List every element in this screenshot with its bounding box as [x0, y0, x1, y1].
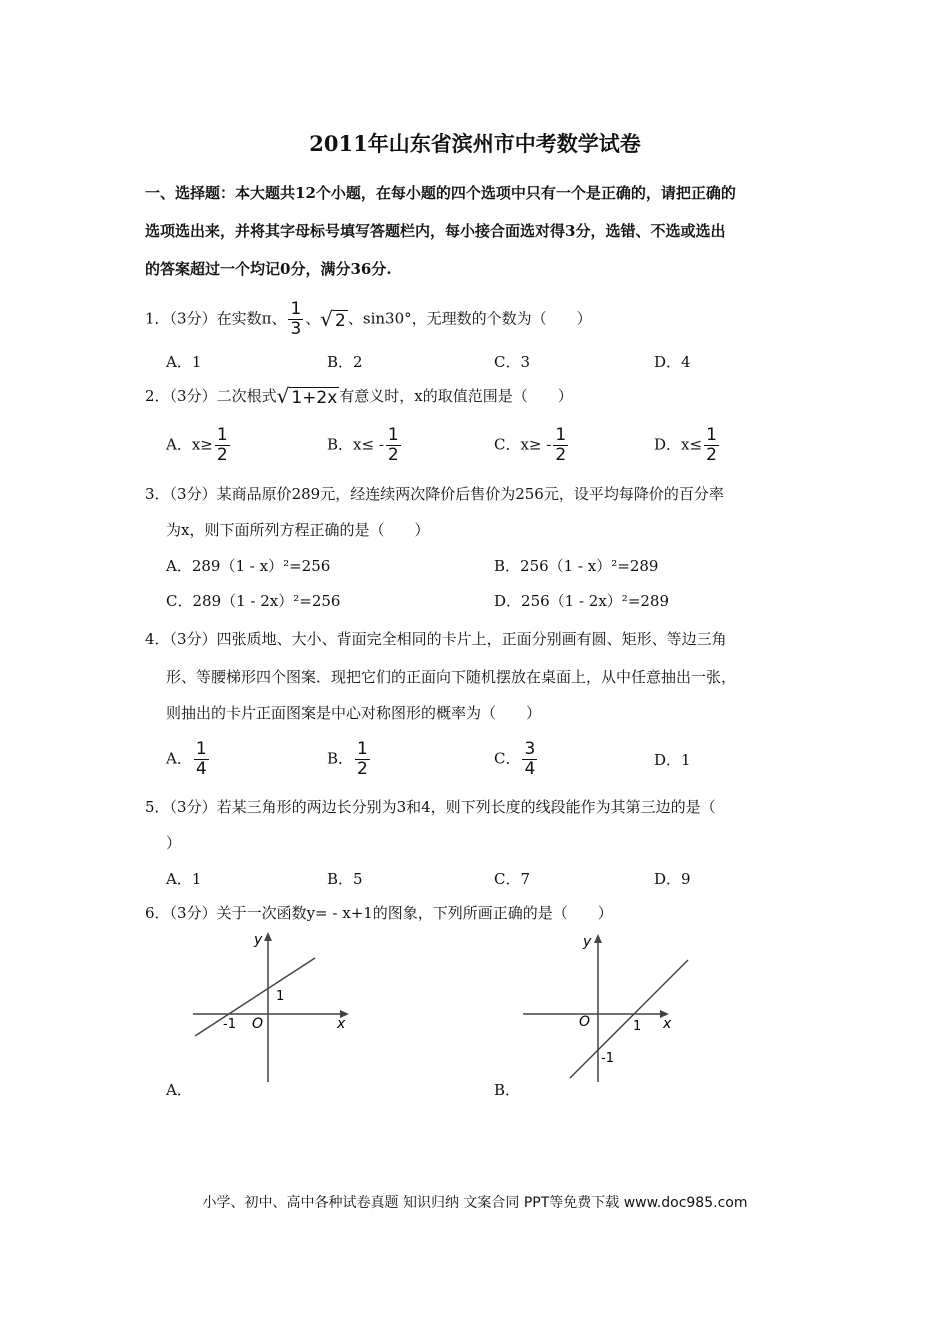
question-1 — [145, 300, 592, 339]
q2-option-c — [494, 426, 570, 465]
fraction — [386, 426, 401, 465]
radicand: 1+2x — [291, 388, 338, 408]
option-label: B． — [327, 749, 354, 768]
section-instruction-line-3: 的答案超过一个均记0分，满分36分. — [145, 260, 392, 278]
option-label: D．x≤ — [654, 435, 703, 454]
numerator: 3 — [524, 739, 536, 759]
q3-option-d: D．256（1 - 2x）²=289 — [494, 592, 670, 610]
fraction — [553, 426, 568, 465]
graph-a-root-label: -1 — [223, 1017, 236, 1032]
denominator: 2 — [555, 445, 567, 465]
fraction — [522, 740, 537, 779]
graph-a-intercept-label: 1 — [276, 989, 285, 1004]
question-2 — [145, 386, 573, 408]
graph-a-y-label: y — [254, 932, 263, 948]
fraction — [194, 740, 209, 779]
numerator: 1 — [555, 425, 567, 445]
q6-option-a: A． — [166, 1081, 192, 1099]
graph-b — [515, 928, 690, 1088]
numerator: 1 — [357, 739, 368, 759]
q1-option-d: D．4 — [654, 353, 691, 371]
graph-b-intercept-label: -1 — [601, 1051, 614, 1066]
numerator: 1 — [290, 299, 302, 319]
numerator: 1 — [216, 425, 228, 445]
graph-a-x-label: x — [337, 1016, 346, 1032]
fraction — [288, 300, 303, 339]
question-3-line-1: 3．（3分）某商品原价289元，经连续两次降价后售价为256元，设平均每降价的百分率 — [145, 485, 724, 503]
fraction — [215, 426, 230, 465]
q2-option-b — [327, 426, 403, 465]
option-label: C．x≥ - — [494, 435, 552, 454]
option-label: A． — [166, 749, 192, 768]
option-label: A．x≥ — [166, 435, 213, 454]
graph-b-origin-label: O — [579, 1014, 591, 1030]
q5-option-b: B．5 — [327, 870, 363, 888]
question-4-line-3: 则抽出的卡片正面图案是中心对称图形的概率为（ ） — [166, 704, 542, 722]
q5-option-c: C．7 — [494, 870, 531, 888]
numerator: 1 — [706, 425, 717, 445]
question-2-suffix: 有意义时，x的取值范围是（ ） — [339, 387, 573, 405]
q1-option-c: C．3 — [494, 353, 531, 371]
denominator: 2 — [706, 445, 717, 465]
denominator: 3 — [290, 319, 302, 339]
question-4-line-1: 4．（3分）四张质地、大小、背面完全相同的卡片上，正面分别画有圆、矩形、等边三角 — [145, 630, 727, 648]
section-instruction-line-1: 一、选择题：本大题共12个小题，在每小题的四个选项中只有一个是正确的，请把正确的 — [145, 184, 736, 202]
graph-b-y-label: y — [583, 934, 592, 950]
q3-option-b: B．256（1 - x）²=289 — [494, 557, 659, 575]
q1-option-b: B．2 — [327, 353, 363, 371]
graph-a-origin-label: O — [252, 1016, 264, 1032]
sqrt-expression: √ 2 — [320, 306, 346, 331]
option-label: C． — [494, 749, 521, 768]
q4-option-a — [166, 740, 211, 779]
q5-option-a: A．1 — [166, 870, 202, 888]
denominator: 4 — [524, 759, 536, 779]
question-3-line-2: 为x，则下面所列方程正确的是（ ） — [166, 521, 430, 539]
q4-option-b — [327, 740, 372, 779]
q2-option-d — [654, 426, 721, 465]
question-1-prefix: 1．（3分）在实数π、 — [145, 309, 287, 328]
page-footer: 小学、初中、高中各种试卷真题 知识归纳 文案合同 PPT等免费下载 www.doc985.com — [202, 1195, 748, 1211]
denominator: 2 — [216, 445, 228, 465]
fraction — [704, 426, 719, 465]
q1-option-a: A．1 — [166, 353, 202, 371]
question-6: 6．（3分）关于一次函数y= - x+1的图象，下列所画正确的是（ ） — [145, 904, 613, 922]
q6-option-b: B． — [494, 1081, 521, 1099]
question-4-line-2: 形、等腰梯形四个图案．现把它们的正面向下随机摆放在桌面上，从中任意抽出一张， — [166, 668, 737, 686]
section-instruction-line-2: 选项选出来，并将其字母标号填写答题栏内，每小接合面选对得3分，选错、不选或选出 — [145, 222, 726, 240]
numerator: 1 — [387, 425, 399, 445]
q3-option-a: A．289（1 - x）²=256 — [166, 557, 331, 575]
numerator: 1 — [195, 739, 207, 759]
denominator: 2 — [387, 445, 399, 465]
graph-b-root-label: 1 — [633, 1019, 642, 1034]
q5-option-d: D．9 — [654, 870, 691, 888]
sqrt-expression: √ 1+2x — [276, 384, 338, 408]
q4-option-c — [494, 740, 539, 779]
option-label: B．x≤ - — [327, 435, 384, 454]
q3-option-c: C．289（1 - 2x）²=256 — [166, 592, 341, 610]
graph-a-y-arrow — [264, 932, 272, 941]
q2-option-a — [166, 426, 232, 465]
denominator: 4 — [195, 759, 207, 779]
separator: 、 — [305, 309, 321, 328]
denominator: 2 — [357, 759, 368, 779]
graph-a — [185, 928, 360, 1088]
question-5-line-2: ） — [166, 834, 182, 852]
graph-b-x-label: x — [663, 1016, 672, 1032]
radicand: 2 — [335, 310, 346, 331]
page-title: 2011年山东省滨州市中考数学试卷 — [309, 131, 641, 156]
question-2-prefix: 2．（3分）二次根式 — [145, 387, 277, 405]
question-5-line-1: 5．（3分）若某三角形的两边长分别为3和4，则下列长度的线段能作为其第三边的是（ — [145, 798, 716, 816]
graph-b-y-arrow — [594, 934, 602, 943]
q4-option-d: D．1 — [654, 751, 691, 769]
question-1-suffix: 、sin30°，无理数的个数为（ ） — [347, 309, 592, 328]
fraction — [355, 740, 370, 779]
